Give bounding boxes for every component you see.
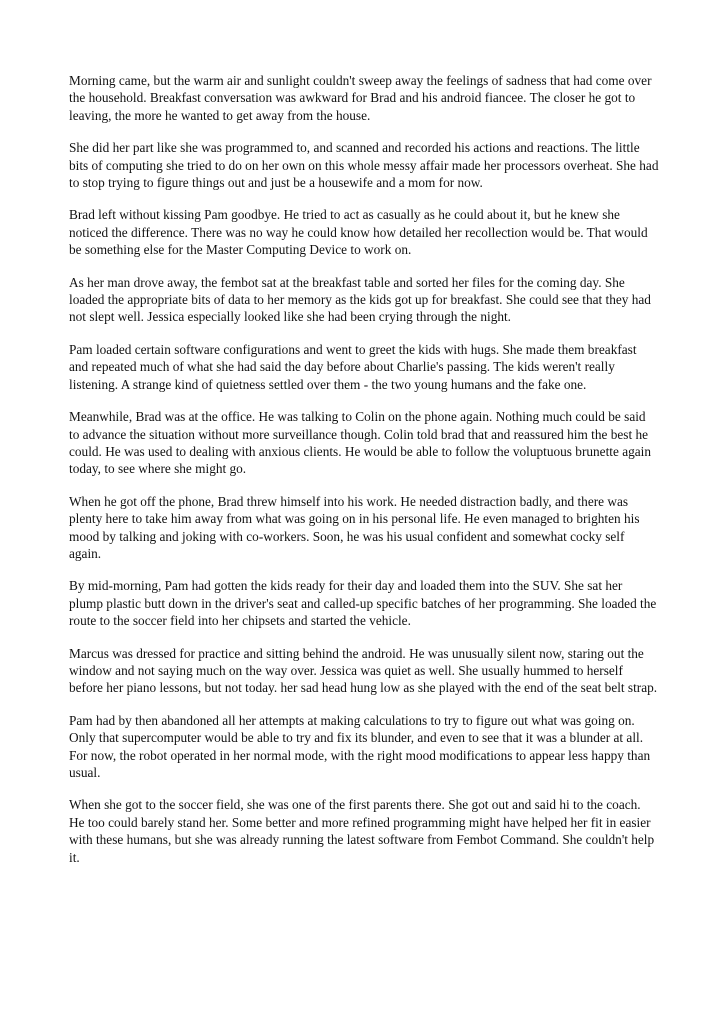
paragraph-7: When he got off the phone, Brad threw himself into his work. He needed distraction badly, and there was plenty here to take him away from what was going on in his personal life. He even managed to brighten his mood by talking and joking with co-workers. Soon, he was his usual confident and somewhat cocky self again. — [69, 493, 640, 561]
paragraph-9: Marcus was dressed for practice and sitting behind the android. He was unusually silent now, staring out the window and not saying much on the way over. Jessica was quiet as well. She usually hummed to herself before her piano lessons, but not today. her sad head hung low as she played with the end of the seat belt strap. — [69, 645, 658, 696]
paragraph-4: As her man drove away, the fembot sat at the breakfast table and sorted her files for the coming day. She loaded the appropriate bits of data to her memory as the kids got up for breakfast. She could see that they had not slept well. Jessica especially looked like she had been crying through the night. — [69, 274, 651, 325]
paragraph-11: When she got to the soccer field, she was one of the first parents there. She got out and said hi to the coach. He too could barely stand her. Some better and more refined programming might have helped her fit in easier with these humans, but she was already running the latest software from Fembot Command. She couldn't help it. — [69, 797, 655, 865]
paragraph-2: She did her part like she was programmed to, and scanned and recorded his actions and reactions. The little bits of computing she tried to do on her own on this whole messy affair made her processors overheat. She had to stop trying to figure things out and just be a housewife and a mom for now. — [69, 140, 659, 191]
paragraph-3: Brad left without kissing Pam goodbye. He tried to act as casually as he could about it, but he knew she noticed the difference. There was no way he could know how detailed her recollection would be. That would be something else for the Master Computing Device to work on. — [69, 207, 648, 258]
paragraph-6: Meanwhile, Brad was at the office. He was talking to Colin on the phone again. Nothing much could be said to advance the situation without more surveillance though. Colin told brad that and reassured him the best he could. He was used to dealing with anxious clients. He would be able to follow the voluptuous brunette again today, to see where she might go. — [69, 409, 651, 477]
paragraph-8: By mid-morning, Pam had gotten the kids ready for their day and loaded them into the SUV. She sat her plump plastic butt down in the driver's seat and called-up specific batches of her programming. She loaded the route to the soccer field into her chipsets and started the vehicle. — [69, 578, 657, 629]
document-body — [69, 72, 659, 881]
paragraph-1: Morning came, but the warm air and sunlight couldn't sweep away the feelings of sadness that had come over the household. Breakfast conversation was awkward for Brad and his android fiancee. The closer he got to leaving, the more he wanted to get away from the house. — [69, 73, 652, 123]
paragraph-5: Pam loaded certain software configurations and went to greet the kids with hugs. She made them breakfast and repeated much of what she had said the day before about Charlie's passing. The kids weren't really listening. A strange kind of quietness settled over them - the two young humans and the fake one. — [69, 341, 637, 392]
paragraph-10: Pam had by then abandoned all her attempts at making calculations to try to figure out what was going on. Only that supercomputer would be able to try and fix its blunder, and even to see that it was a blunder at all. For now, the robot operated in her normal mode, with the right mood modifications to appear less happy than usual. — [69, 712, 651, 780]
